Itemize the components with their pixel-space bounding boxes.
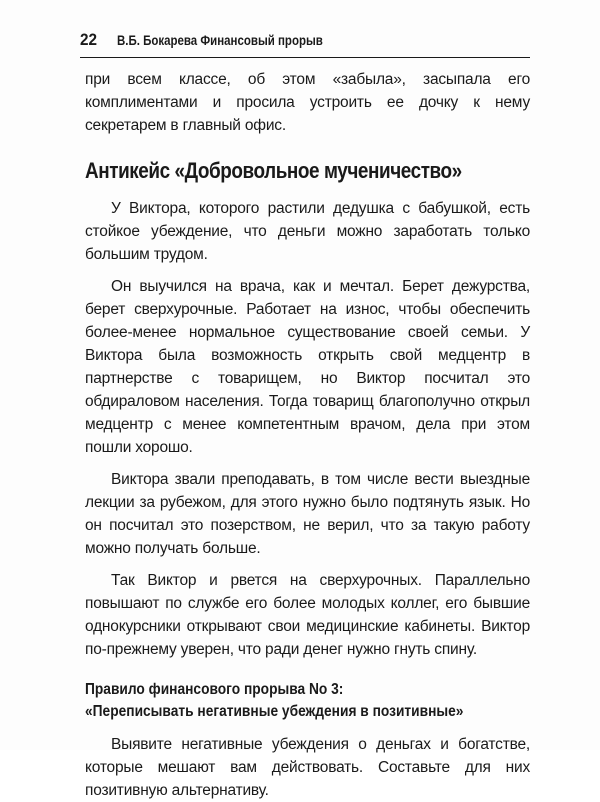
running-header <box>80 30 530 54</box>
running-title: В.Б. Бокарева Финансовый прорыв <box>116 32 323 48</box>
section-heading: Антикейс «Добровольное мученичество» <box>85 158 462 183</box>
body-paragraph: У Виктора, которого растили дедушка с бабушкой, есть стойкое убеждение, что деньги можно заработать только большим трудом. <box>85 200 530 263</box>
body-paragraph: Он выучился на врача, как и мечтал. Берет дежурства, берет сверхурочные. Работает на износ, чтобы обеспечить более-менее нормальное существование своей семьи. У Виктора была возможность открыть свой медцентр в партнерстве с товарищем, но Виктор посчитал это обдираловом населения. Тогда товарищ благополучно открыл медцентр с менее компетентным врачом, дела при этом пошли хорошо. <box>85 278 530 456</box>
body-paragraph: Виктора звали преподавать, в том числе вести выездные лекции за рубежом, для этого нужно было подтянуть язык. Но он посчитал это позерством, не верил, что за такую работу можно получать больше. <box>85 471 530 557</box>
page-body <box>85 68 530 802</box>
intro-paragraph: при всем классе, об этом «забыла», засыпала его комплиментами и просила устроить ее дочку к нему секретарем в главный офис. <box>85 71 530 134</box>
header-rule <box>80 57 530 58</box>
rule-heading-line-1: Правило финансового прорыва No 3: <box>85 681 344 698</box>
rule-paragraph: Выявите негативные убеждения о деньгах и богатстве, которые мешают вам действовать. Составьте для них позитивную альтернативу. <box>85 736 530 799</box>
rule-heading <box>85 679 468 723</box>
page-number: 22 <box>80 30 98 49</box>
rule-heading-line-2: «Переписывать негативные убеждения в позитивные» <box>85 703 464 720</box>
body-paragraph: Так Виктор и рвется на сверхурочных. Параллельно повышают по службе его более молодых коллег, его бывшие однокурсники открывают свои медицинские кабинеты. Виктор по-прежнему уверен, что ради денег нужно гнуть спину. <box>85 572 530 658</box>
